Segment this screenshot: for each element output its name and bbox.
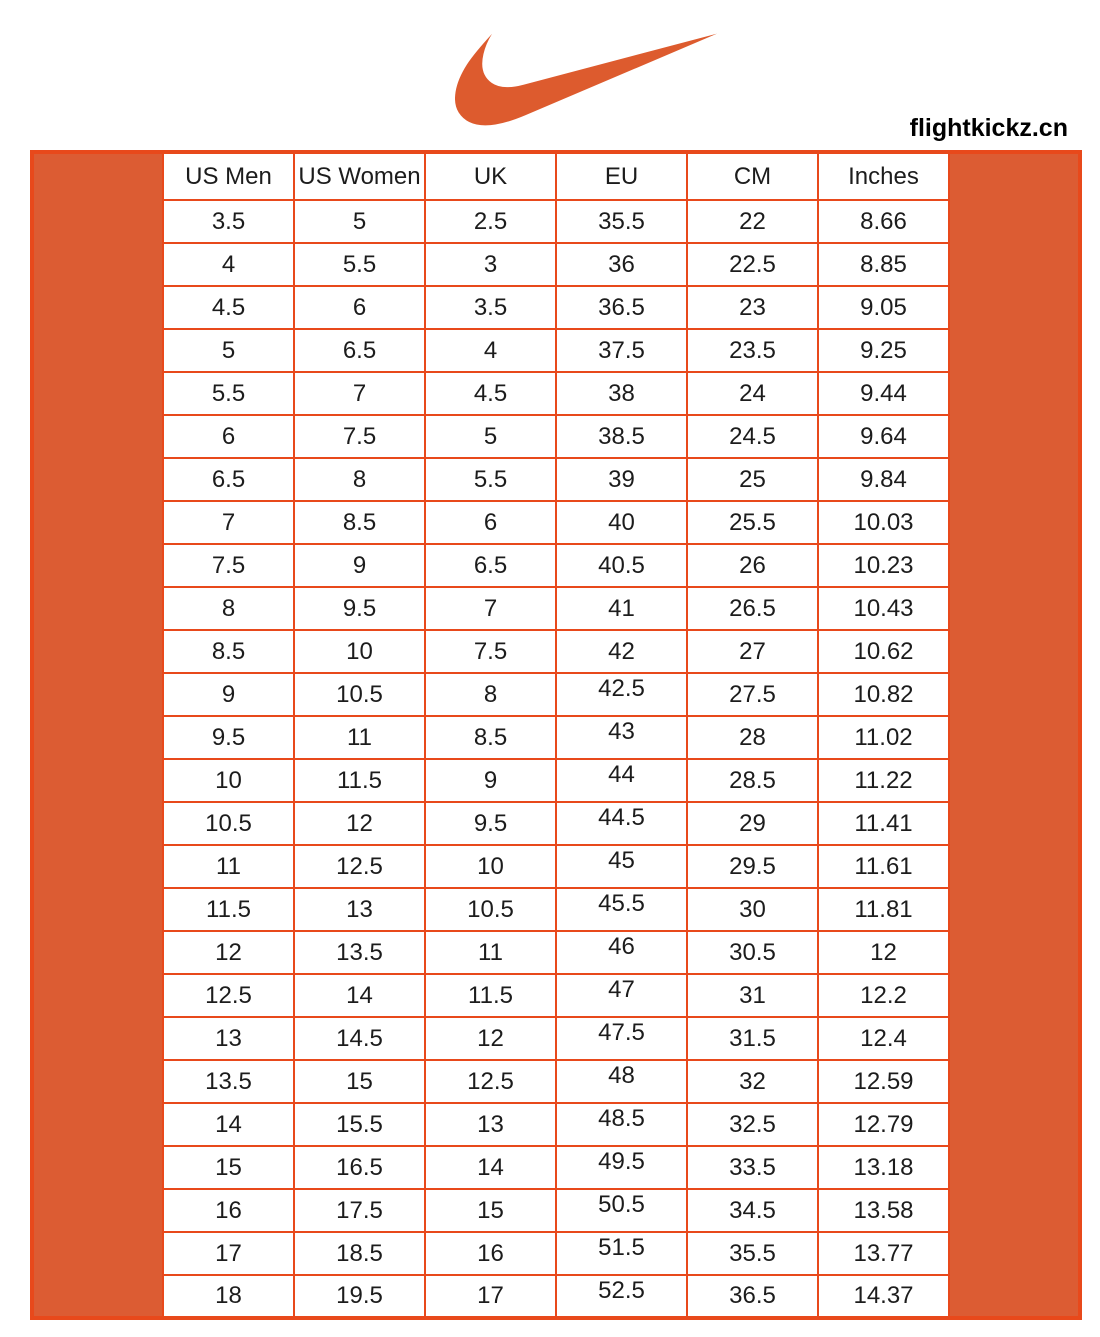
size-cell: 6 [294,286,425,329]
table-row [32,1017,1080,1060]
size-cell: 12.59 [818,1060,949,1103]
size-cell: 35.5 [687,1232,818,1275]
size-cell: 25.5 [687,501,818,544]
size-cell: 4.5 [163,286,294,329]
site-name-label: flightkickz.cn [909,114,1068,142]
size-cell: 12.2 [818,974,949,1017]
size-cell: 12 [425,1017,556,1060]
size-cell: 15 [425,1189,556,1232]
size-cell: 35.5 [556,200,687,243]
size-cell: 12.5 [425,1060,556,1103]
size-cell: 12 [818,931,949,974]
size-cell: 12.5 [163,974,294,1017]
table-row [32,587,1080,630]
table-row [32,759,1080,802]
size-cell: 11 [425,931,556,974]
size-cell: 41 [556,587,687,630]
table-row [32,458,1080,501]
size-cell: 10.03 [818,501,949,544]
size-cell: 13.5 [163,1060,294,1103]
table-row [32,372,1080,415]
size-cell: 7 [163,501,294,544]
size-cell: 9.5 [425,802,556,845]
size-cell: 22.5 [687,243,818,286]
size-cell: 15 [294,1060,425,1103]
size-cell: 7 [294,372,425,415]
size-cell: 15.5 [294,1103,425,1146]
table-row [32,888,1080,931]
size-cell: 17.5 [294,1189,425,1232]
size-cell: 10.5 [294,673,425,716]
size-cell: 8 [163,587,294,630]
size-cell: 3 [425,243,556,286]
size-cell: 3.5 [425,286,556,329]
size-cell: 6.5 [425,544,556,587]
size-cell: 2.5 [425,200,556,243]
size-cell: 17 [163,1232,294,1275]
table-row [32,802,1080,845]
size-cell: 37.5 [556,329,687,372]
size-cell: 9.84 [818,458,949,501]
table-row [32,1275,1080,1318]
size-cell: 12 [163,931,294,974]
size-cell: 11.81 [818,888,949,931]
nike-swoosh-icon [455,18,720,141]
size-cell: 13 [163,1017,294,1060]
size-cell: 5 [163,329,294,372]
size-cell: 48.5 [556,1103,687,1146]
size-cell: 11 [294,716,425,759]
size-cell: 9.5 [294,587,425,630]
size-cell: 10.23 [818,544,949,587]
size-cell: 4.5 [425,372,556,415]
size-cell: 10 [425,845,556,888]
table-row [32,974,1080,1017]
table-row [32,286,1080,329]
size-cell: 9.05 [818,286,949,329]
size-cell: 6.5 [163,458,294,501]
size-cell: 48 [556,1060,687,1103]
size-cell: 14 [425,1146,556,1189]
table-row [32,1146,1080,1189]
size-cell: 13.18 [818,1146,949,1189]
size-cell: 30 [687,888,818,931]
size-cell: 8 [425,673,556,716]
size-cell: 8.66 [818,200,949,243]
table-row [32,673,1080,716]
size-cell: 19.5 [294,1275,425,1318]
size-cell: 9 [294,544,425,587]
size-cell: 52.5 [556,1275,687,1318]
size-cell: 13.77 [818,1232,949,1275]
column-header-cm: CM [687,152,818,200]
size-cell: 23.5 [687,329,818,372]
size-cell: 11.41 [818,802,949,845]
size-cell: 32 [687,1060,818,1103]
size-cell: 11.5 [163,888,294,931]
column-header-us-men: US Men [163,152,294,200]
size-cell: 8.5 [163,630,294,673]
size-cell: 32.5 [687,1103,818,1146]
size-cell: 8 [294,458,425,501]
size-cell: 8.85 [818,243,949,286]
size-cell: 46 [556,931,687,974]
size-cell: 14.37 [818,1275,949,1318]
table-row [32,329,1080,372]
size-cell: 5 [425,415,556,458]
size-cell: 27 [687,630,818,673]
size-cell: 34.5 [687,1189,818,1232]
column-header-uk: UK [425,152,556,200]
size-cell: 47.5 [556,1017,687,1060]
size-cell: 16 [425,1232,556,1275]
size-cell: 36 [556,243,687,286]
size-cell: 44.5 [556,802,687,845]
size-cell: 15 [163,1146,294,1189]
right-accent-bar [949,152,1080,1318]
size-cell: 39 [556,458,687,501]
size-cell: 9 [163,673,294,716]
table-row [32,544,1080,587]
size-cell: 9 [425,759,556,802]
size-cell: 3.5 [163,200,294,243]
table-row [32,630,1080,673]
size-cell: 4 [425,329,556,372]
table-row [32,845,1080,888]
size-cell: 23 [687,286,818,329]
size-cell: 7 [425,587,556,630]
size-cell: 14.5 [294,1017,425,1060]
size-cell: 12 [294,802,425,845]
size-cell: 11.02 [818,716,949,759]
size-cell: 31 [687,974,818,1017]
size-cell: 47 [556,974,687,1017]
size-cell: 6 [425,501,556,544]
size-cell: 25 [687,458,818,501]
size-cell: 14 [163,1103,294,1146]
table-row [32,1103,1080,1146]
size-cell: 38 [556,372,687,415]
size-cell: 30.5 [687,931,818,974]
size-cell: 43 [556,716,687,759]
size-cell: 28 [687,716,818,759]
size-cell: 10 [163,759,294,802]
size-cell: 8.5 [425,716,556,759]
size-cell: 51.5 [556,1232,687,1275]
size-conversion-table [30,150,1082,1320]
size-cell: 10.5 [425,888,556,931]
size-cell: 24.5 [687,415,818,458]
size-cell: 6.5 [294,329,425,372]
size-cell: 40.5 [556,544,687,587]
size-cell: 9.44 [818,372,949,415]
size-cell: 12.79 [818,1103,949,1146]
size-cell: 10 [294,630,425,673]
size-cell: 11.61 [818,845,949,888]
size-cell: 44 [556,759,687,802]
size-cell: 11 [163,845,294,888]
size-cell: 45 [556,845,687,888]
size-cell: 7.5 [294,415,425,458]
size-cell: 42 [556,630,687,673]
size-cell: 5 [294,200,425,243]
table-row [32,1232,1080,1275]
size-cell: 14 [294,974,425,1017]
size-cell: 9.64 [818,415,949,458]
size-cell: 16.5 [294,1146,425,1189]
column-header-us-women: US Women [294,152,425,200]
size-cell: 26 [687,544,818,587]
size-cell: 36.5 [687,1275,818,1318]
table-row [32,1060,1080,1103]
size-cell: 40 [556,501,687,544]
size-cell: 13.58 [818,1189,949,1232]
size-cell: 27.5 [687,673,818,716]
size-cell: 11.5 [425,974,556,1017]
size-cell: 28.5 [687,759,818,802]
size-cell: 11.22 [818,759,949,802]
size-cell: 24 [687,372,818,415]
size-cell: 4 [163,243,294,286]
size-cell: 8.5 [294,501,425,544]
size-cell: 7.5 [163,544,294,587]
table-row [32,501,1080,544]
table-row [32,716,1080,759]
size-cell: 18.5 [294,1232,425,1275]
size-cell: 50.5 [556,1189,687,1232]
size-cell: 22 [687,200,818,243]
table-row [32,415,1080,458]
size-cell: 5.5 [425,458,556,501]
size-cell: 42.5 [556,673,687,716]
size-cell: 33.5 [687,1146,818,1189]
column-header-inches: Inches [818,152,949,200]
size-cell: 13 [425,1103,556,1146]
size-cell: 10.82 [818,673,949,716]
size-cell: 29.5 [687,845,818,888]
size-cell: 7.5 [425,630,556,673]
size-cell: 18 [163,1275,294,1318]
table-row [32,931,1080,974]
size-cell: 26.5 [687,587,818,630]
size-cell: 31.5 [687,1017,818,1060]
left-accent-bar [32,152,163,1318]
size-cell: 5.5 [294,243,425,286]
column-header-eu: EU [556,152,687,200]
size-cell: 17 [425,1275,556,1318]
size-cell: 12.4 [818,1017,949,1060]
size-cell: 13.5 [294,931,425,974]
table-row [32,243,1080,286]
size-table-body [32,152,1080,1318]
size-cell: 10.5 [163,802,294,845]
size-cell: 13 [294,888,425,931]
size-cell: 12.5 [294,845,425,888]
size-cell: 5.5 [163,372,294,415]
size-cell: 10.43 [818,587,949,630]
header-row [32,152,1080,200]
size-cell: 11.5 [294,759,425,802]
size-cell: 9.25 [818,329,949,372]
table-row [32,200,1080,243]
size-cell: 9.5 [163,716,294,759]
size-cell: 36.5 [556,286,687,329]
size-cell: 10.62 [818,630,949,673]
table-row [32,1189,1080,1232]
size-cell: 45.5 [556,888,687,931]
size-cell: 16 [163,1189,294,1232]
size-cell: 6 [163,415,294,458]
size-cell: 49.5 [556,1146,687,1189]
size-cell: 38.5 [556,415,687,458]
size-cell: 29 [687,802,818,845]
